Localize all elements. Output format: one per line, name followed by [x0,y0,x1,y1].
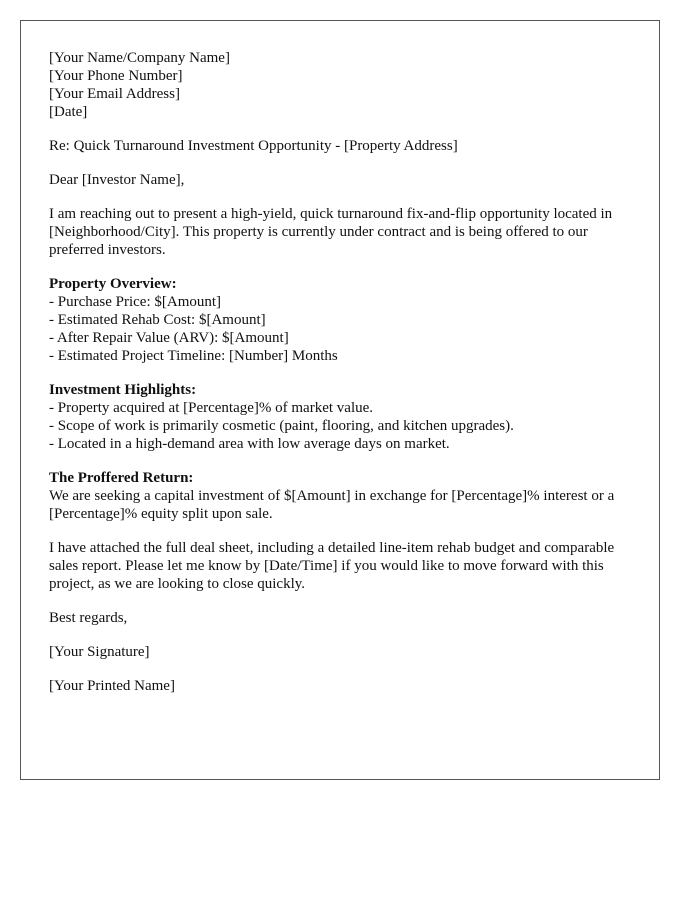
proffered-return-section [49,469,619,523]
list-item: - After Repair Value (ARV): $[Amount] [49,330,289,346]
list-item: - Estimated Project Timeline: [Number] Months [49,348,338,364]
sender-block [49,49,619,121]
subject-line: Re: Quick Turnaround Investment Opportunity - [Property Address] [49,138,458,154]
property-overview-section [49,275,619,365]
list-item: - Scope of work is primarily cosmetic (paint, flooring, and kitchen upgrades). [49,418,514,434]
list-item: - Purchase Price: $[Amount] [49,294,222,310]
investment-highlights-section [49,381,619,453]
letter-date: [Date] [49,104,88,120]
property-overview-heading: Property Overview: [49,276,177,292]
letter-body [49,49,619,695]
list-item: - Property acquired at [Percentage]% of market value. [49,400,374,416]
printed-name: [Your Printed Name] [49,678,175,694]
signature: [Your Signature] [49,644,150,660]
list-item: - Estimated Rehab Cost: $[Amount] [49,312,266,328]
salutation: Dear [Investor Name], [49,172,185,188]
intro-paragraph: I am reaching out to present a high-yield, quick turnaround fix-and-flip opportunity located in [Neighborhood/City]. This property is currently under contract and is being offered to our preferred investors. [49,206,613,258]
closing-paragraph: I have attached the full deal sheet, including a detailed line-item rehab budget and comparable sales report. Please let me know by [Date/Time] if you would like to move forward with this project, as we are looking to close quickly. [49,540,615,592]
sender-phone: [Your Phone Number] [49,68,183,84]
letter-page [20,20,660,780]
investment-highlights-heading: Investment Highlights: [49,382,197,398]
list-item: - Located in a high-demand area with low average days on market. [49,436,450,452]
proffered-return-heading: The Proffered Return: [49,470,194,486]
sender-email: [Your Email Address] [49,86,180,102]
proffered-return-text: We are seeking a capital investment of $[Amount] in exchange for [Percentage]% interest or a [Percentage]% equity split upon sale. [49,488,615,522]
property-overview-list [49,293,619,365]
sender-name: [Your Name/Company Name] [49,50,230,66]
sign-off: Best regards, [49,610,128,626]
investment-highlights-list [49,399,619,453]
